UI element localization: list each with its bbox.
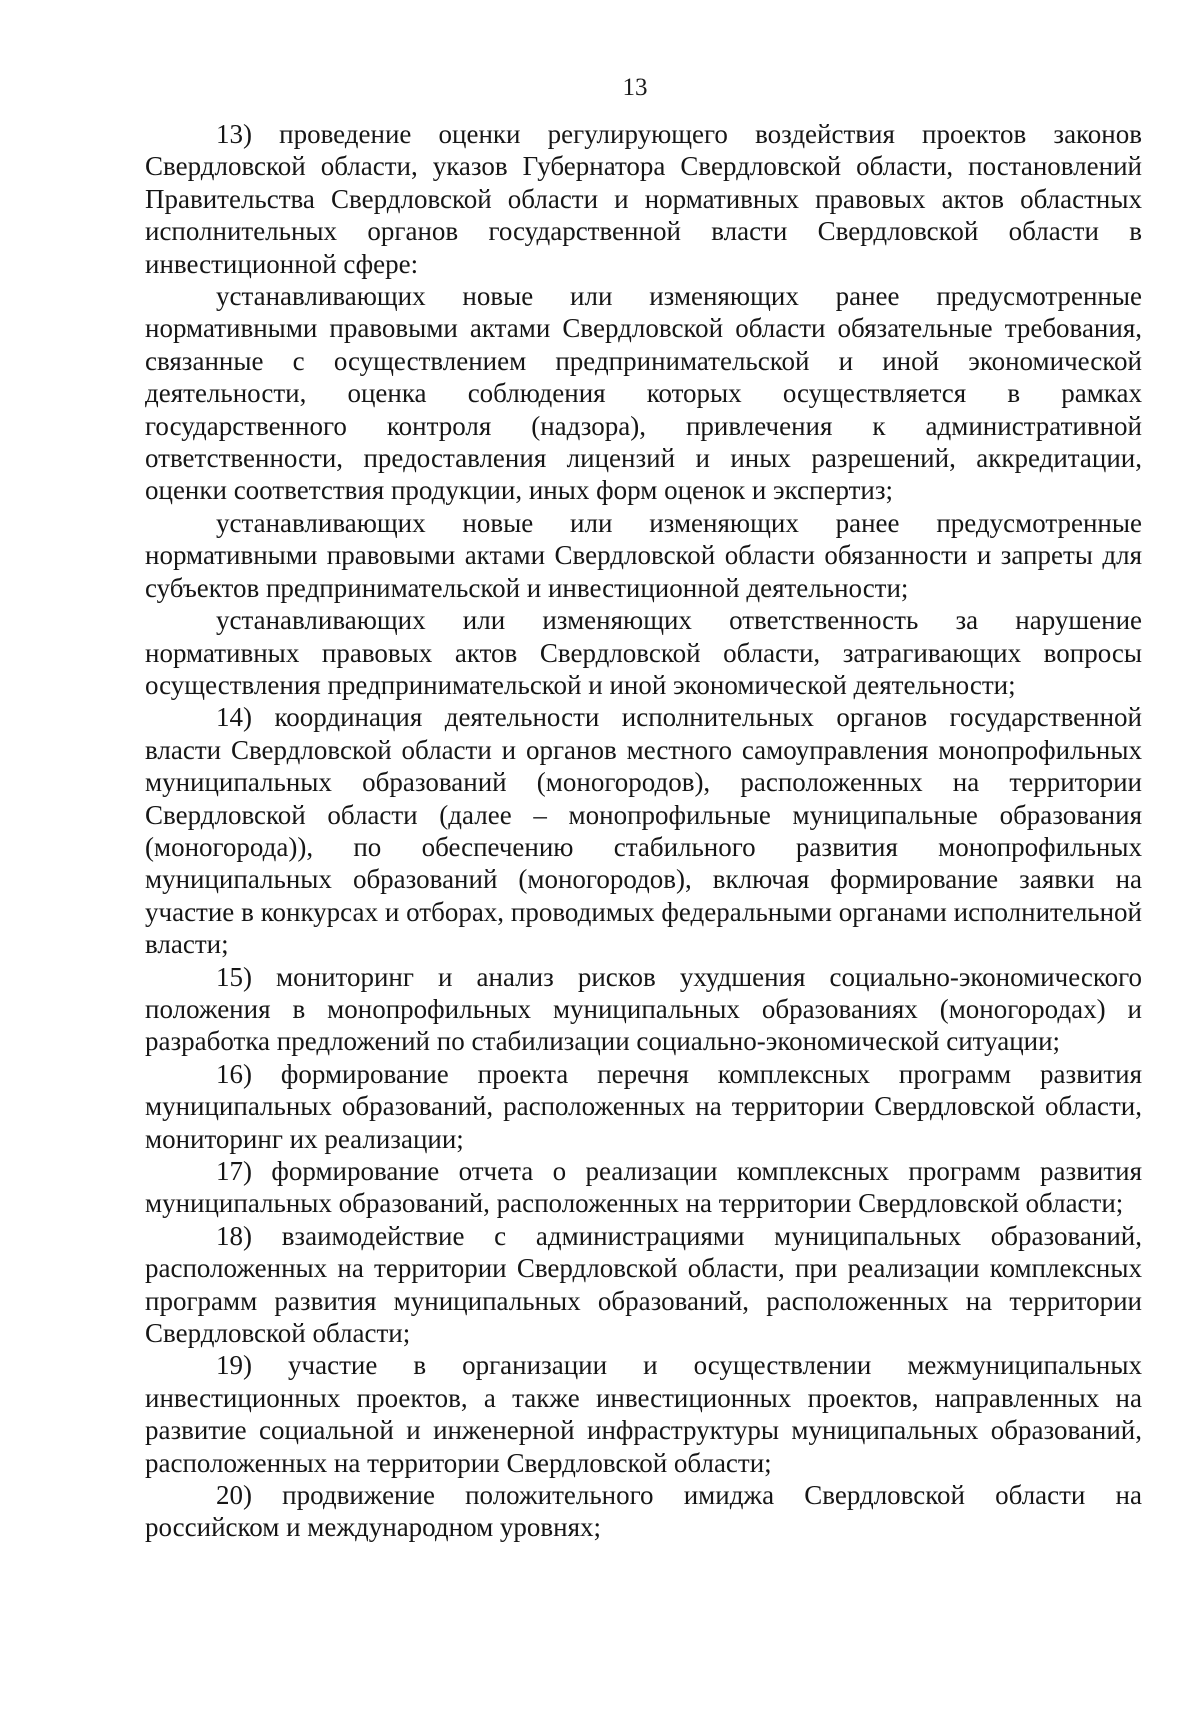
paragraph-item-18: 18) взаимодействие с администрациями муниципальных образований, расположенных на территории Свердловской области, при реализации комплексных программ развития муниципальных образований, расположенных на территории Свердловской области; xyxy=(145,1220,1142,1349)
paragraph-subitem-liability: устанавливающих или изменяющих ответственность за нарушение нормативных правовых актов Свердловской области, затрагивающих вопросы осуществления предпринимательской и иной экономической деятельности; xyxy=(145,605,1142,700)
document-body xyxy=(145,118,1142,1544)
paragraph-item-13: 13) проведение оценки регулирующего воздействия проектов законов Свердловской области, указов Губернатора Свердловской области, постановлений Правительства Свердловской области и нормативных правовых актов областных исполнительных органов государственной власти Свердловской области в инвестиционной сфере: xyxy=(145,119,1142,279)
paragraph-item-20: 20) продвижение положительного имиджа Свердловской области на российском и международном уровнях; xyxy=(145,1480,1142,1543)
paragraph-item-15: 15) мониторинг и анализ рисков ухудшения социально-экономического положения в монопрофильных муниципальных образованиях (моногородах) и разработка предложений по стабилизации социально-экономической ситуации; xyxy=(145,961,1142,1057)
paragraph-item-17: 17) формирование отчета о реализации комплексных программ развития муниципальных образований, расположенных на территории Свердловской области; xyxy=(145,1156,1142,1219)
paragraph-item-19: 19) участие в организации и осуществлении межмуниципальных инвестиционных проектов, а также инвестиционных проектов, направленных на развитие социальной и инженерной инфраструктуры муниципальных образований, расположенных на территории Свердловской области; xyxy=(145,1350,1142,1478)
paragraph-subitem-obligations-prohibitions: устанавливающих новые или изменяющих ранее предусмотренные нормативными правовыми актами Свердловской области обязанности и запреты для субъектов предпринимательской и инвестиционной деятельности; xyxy=(145,507,1142,603)
paragraph-item-16: 16) формирование проекта перечня комплексных программ развития муниципальных образований, расположенных на территории Свердловской области, мониторинг их реализации; xyxy=(145,1058,1142,1154)
paragraph-subitem-mandatory-requirements: устанавливающих новые или изменяющих ранее предусмотренные нормативными правовыми актами Свердловской области обязательные требования, связанные с осуществлением предпринимательской и иной экономической деятельности, оценка соблюдения которых осуществляется в рамках государственного контроля (надзора), привлечения к административной ответственности, предоставления лицензий и иных разрешений, аккредитации, оценки соответствия продукции, иных форм оценок и экспертиз; xyxy=(145,281,1142,506)
page-number: 13 xyxy=(622,74,648,101)
paragraph-item-14: 14) координация деятельности исполнительных органов государственной власти Свердловской области и органов местного самоуправления монопрофильных муниципальных образований (моногородов), расположенных на территории Свердловской области (далее – монопрофильные муниципальные образования (моногорода)), по обеспечению стабильного развития монопрофильных муниципальных образований (моногородов), включая формирование заявки на участие в конкурсах и отборах, проводимых федеральными органами исполнительной власти; xyxy=(145,702,1142,960)
